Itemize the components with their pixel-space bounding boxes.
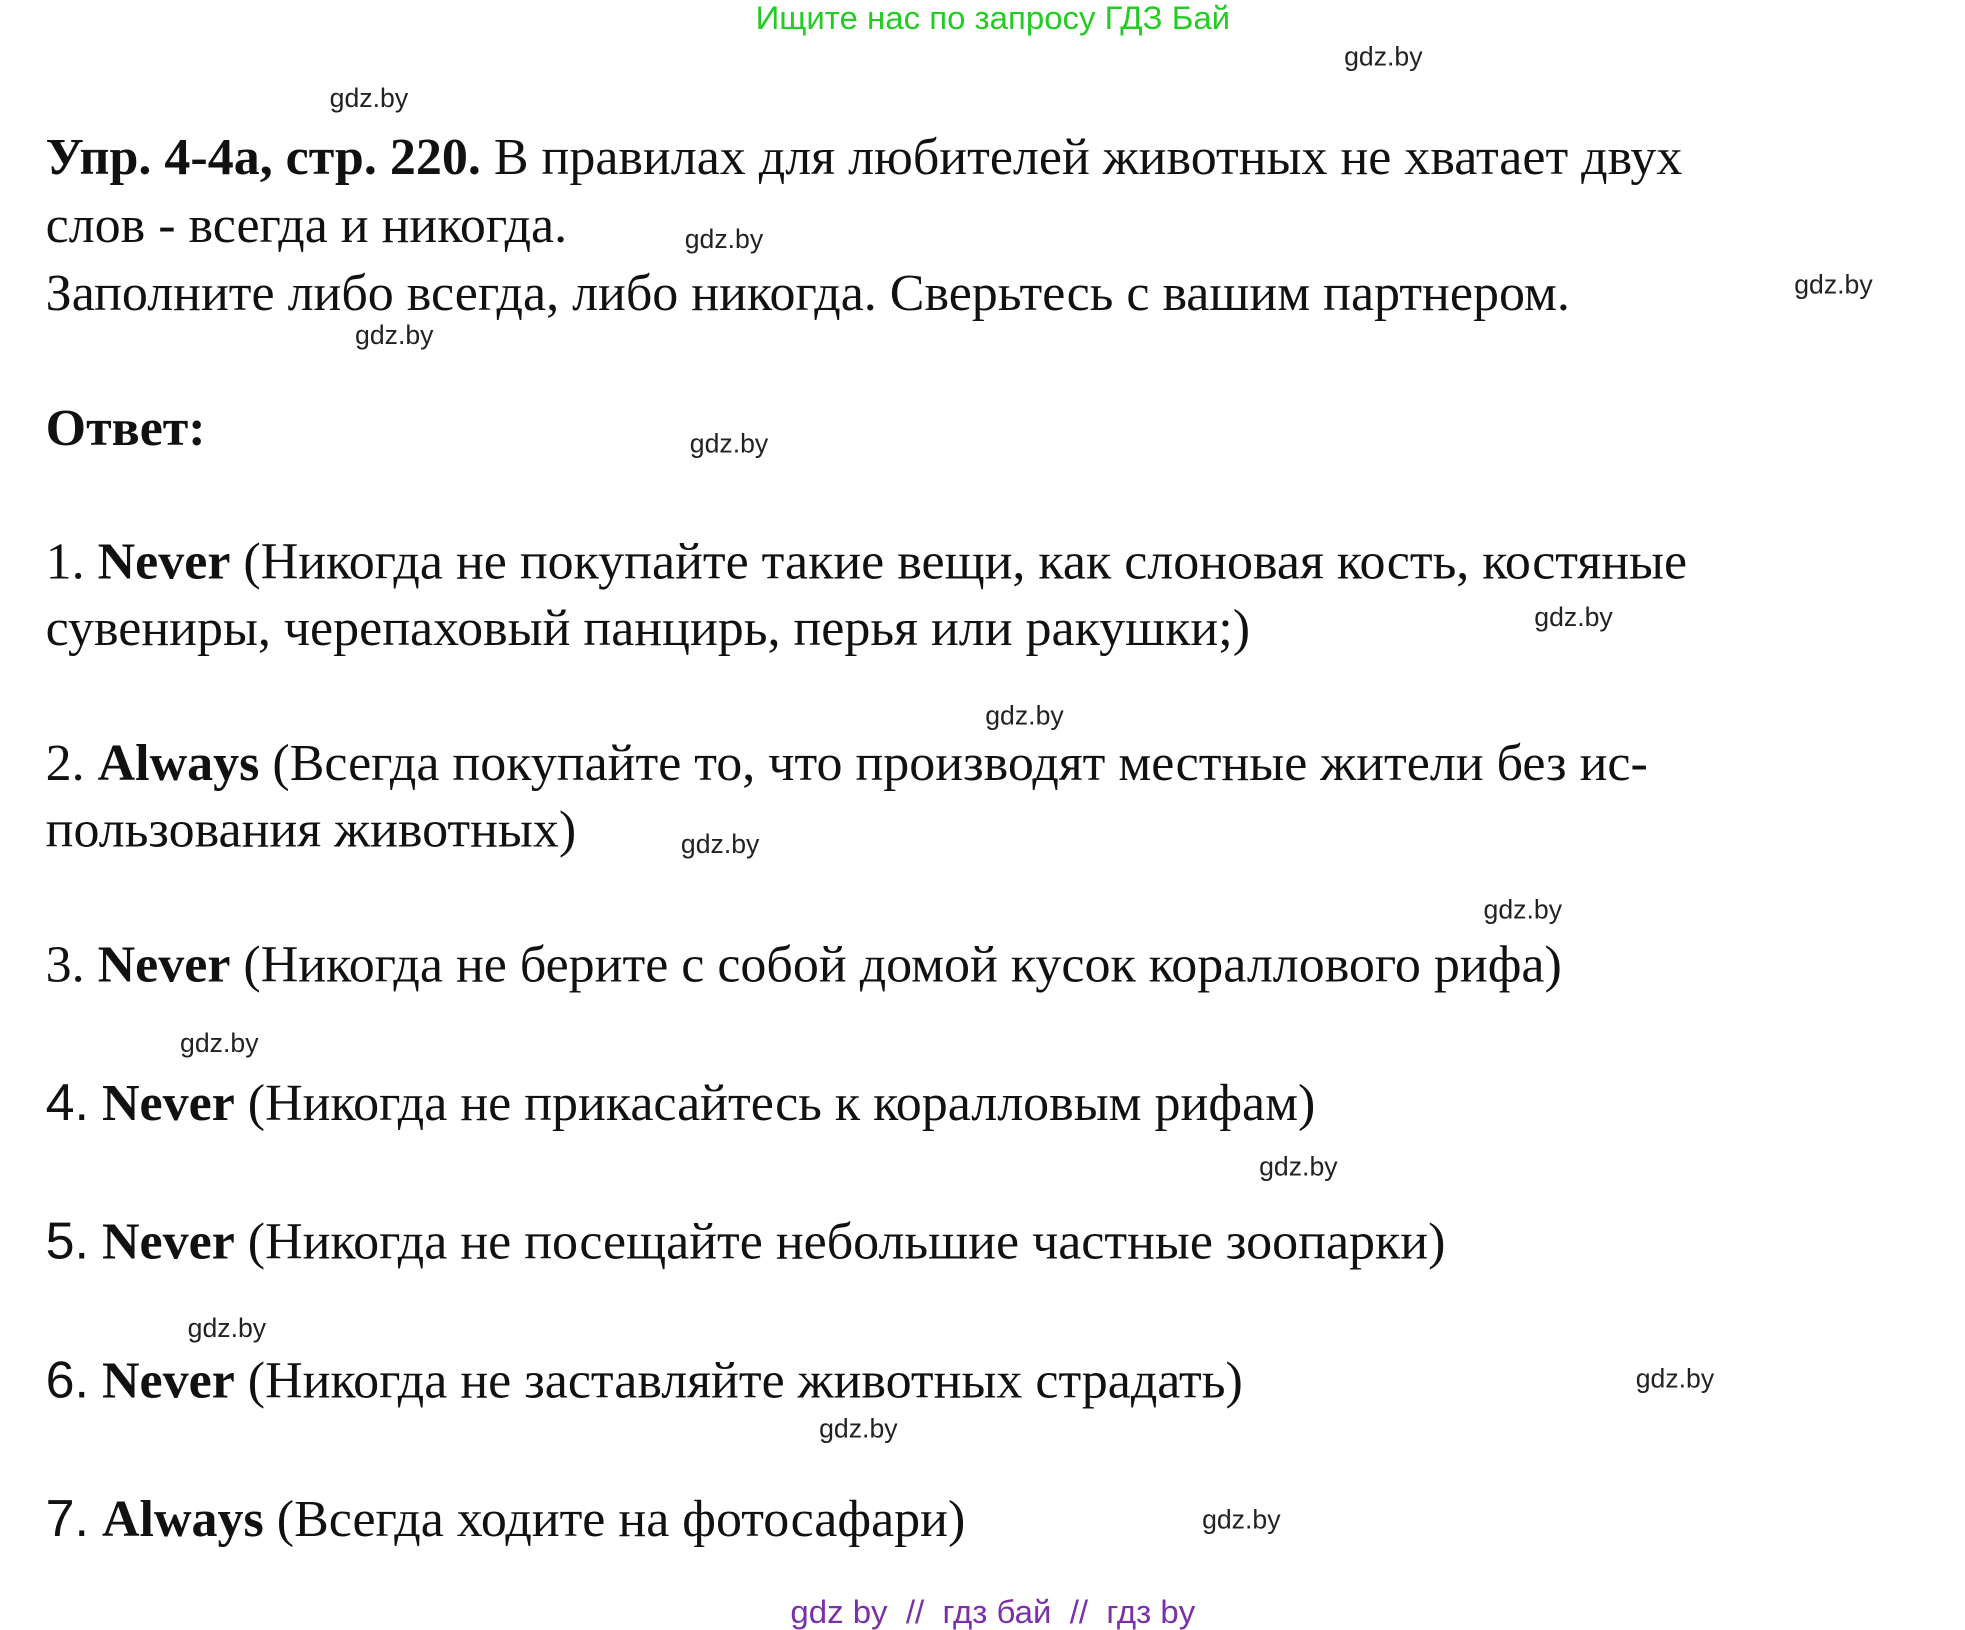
watermark: gdz.by xyxy=(329,84,409,114)
item-text: (Никогда не прикасайтесь к коралловым рифам) xyxy=(234,1073,1316,1132)
footer-links: gdz by // гдз бай // гдз by xyxy=(790,1592,1196,1630)
item-word: Never xyxy=(97,934,231,993)
watermark: gdz.by xyxy=(689,429,769,459)
item-number: 4. xyxy=(45,1073,90,1132)
watermark: gdz.by xyxy=(1259,1152,1338,1182)
watermark: gdz.by xyxy=(187,1314,267,1344)
answer-item-1 xyxy=(45,531,1688,590)
item-text: (Никогда не посещайте небольшие частные зоопарки) xyxy=(234,1212,1446,1271)
watermark: gdz.by xyxy=(1483,895,1563,925)
watermark: gdz.by xyxy=(985,701,1064,731)
watermark: gdz.by xyxy=(1344,42,1423,72)
task-line-1 xyxy=(45,127,1683,186)
item-number: 2. xyxy=(45,733,85,792)
item-word: Never xyxy=(97,531,231,590)
item-number: 3. xyxy=(45,934,85,993)
item-word: Always xyxy=(102,1489,264,1548)
answer-item-6 xyxy=(45,1350,1243,1409)
item-number: 6. xyxy=(45,1350,90,1409)
item-word: Never xyxy=(102,1212,235,1271)
item-word: Never xyxy=(102,1350,235,1409)
answer-item-3 xyxy=(45,934,1562,993)
item-text: (Никогда не заставляйте животных страдать) xyxy=(234,1350,1243,1409)
item-word: Never xyxy=(102,1073,235,1132)
answer-item-2-cont: пользования животных) xyxy=(45,800,577,859)
watermark: gdz.by xyxy=(1794,270,1873,300)
watermark: gdz.by xyxy=(1202,1505,1281,1535)
item-text: (Никогда не берите с собой домой кусок кораллового рифа) xyxy=(230,934,1562,993)
item-text: (Всегда покупайте то, что производят местные жители без ис- xyxy=(259,733,1648,792)
watermark: gdz.by xyxy=(680,830,760,860)
search-hint-header: Ищите нас по запросу ГДЗ Бай xyxy=(755,0,1231,37)
item-text: (Всегда ходите на фотосафари) xyxy=(263,1489,966,1548)
answer-item-1-cont: сувениры, черепаховый панцирь, перья или ракушки;) xyxy=(45,598,1251,657)
task-line-2: слов - всегда и никогда. xyxy=(45,195,568,254)
watermark: gdz.by xyxy=(819,1414,898,1444)
task-line-3: Заполните либо всегда, либо никогда. Сверьтесь с вашим партнером. xyxy=(45,263,1570,322)
answer-item-7 xyxy=(45,1489,966,1548)
answer-heading: Ответ: xyxy=(45,398,206,457)
task-text: В правилах для любителей животных не хватает двух xyxy=(480,127,1683,186)
answer-item-5 xyxy=(45,1212,1446,1271)
watermark: gdz.by xyxy=(180,1029,259,1059)
watermark: gdz.by xyxy=(355,321,434,351)
answer-item-4 xyxy=(45,1073,1316,1132)
watermark: gdz.by xyxy=(684,225,764,255)
item-number: 1. xyxy=(45,531,85,590)
task-label: Упр. 4-4а, стр. 220. xyxy=(45,127,481,186)
watermark: gdz.by xyxy=(1534,603,1613,633)
item-word: Always xyxy=(97,733,260,792)
answer-item-2 xyxy=(45,733,1648,792)
watermark: gdz.by xyxy=(1635,1364,1715,1394)
item-number: 5. xyxy=(45,1212,90,1271)
item-number: 7. xyxy=(45,1489,90,1548)
item-text: (Никогда не покупайте такие вещи, как слоновая кость, костяные xyxy=(230,531,1688,590)
